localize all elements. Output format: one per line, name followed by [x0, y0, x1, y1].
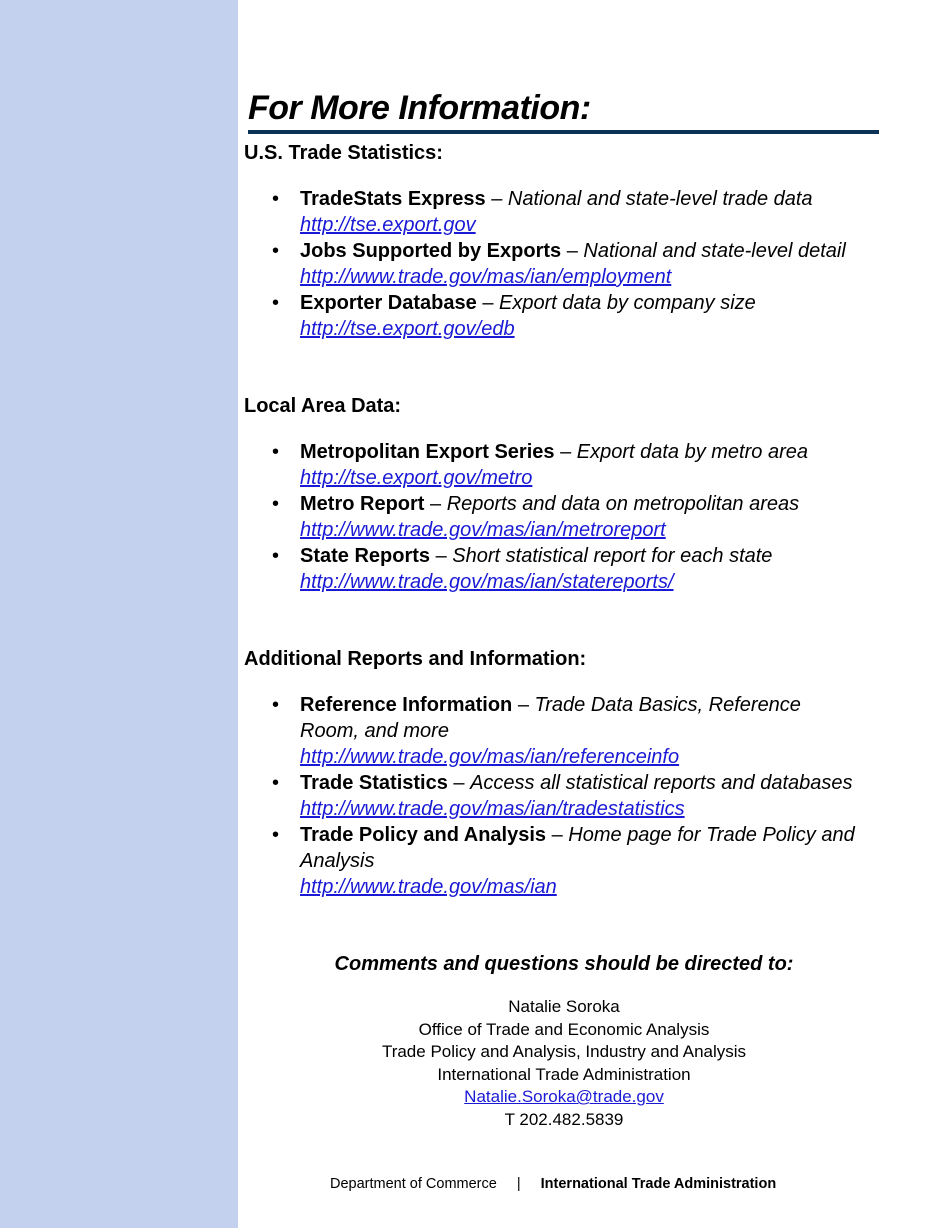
comments-heading: Comments and questions should be directed to:: [334, 953, 794, 975]
item-name: Metropolitan Export Series: [300, 441, 555, 463]
item-name: Trade Policy and Analysis: [300, 824, 547, 846]
exporter-database-link[interactable]: http://tse.export.gov/edb: [300, 318, 515, 340]
item-name: Jobs Supported by Exports: [300, 240, 562, 262]
bullet: •: [272, 545, 280, 567]
dash-separator: –: [560, 441, 577, 463]
list-item: [244, 491, 860, 543]
bullet: •: [272, 292, 280, 314]
dash-separator: –: [517, 694, 535, 716]
list-item: [244, 822, 860, 900]
bullet: •: [272, 493, 280, 515]
item-name: Exporter Database: [300, 292, 477, 314]
section-additional-reports: [244, 646, 884, 898]
item-description: Export data by company size: [499, 292, 756, 314]
item-description: Export data by metro area: [576, 441, 808, 463]
item-list: [244, 186, 860, 342]
contact-phone: T 202.482.5839: [504, 1109, 624, 1129]
contact-unit: Trade Policy and Analysis, Industry and Analysis: [381, 1042, 747, 1061]
contact-name: Natalie Soroka: [508, 997, 620, 1016]
section-heading: U.S. Trade Statistics:: [244, 142, 443, 164]
bullet: •: [272, 824, 280, 846]
dash-separator: –: [435, 545, 453, 567]
item-description: Reports and data on metropolitan areas: [446, 493, 800, 515]
list-item: [244, 290, 860, 342]
dash-separator: –: [566, 240, 584, 262]
item-description: Access all statistical reports and databases: [470, 772, 853, 794]
trade-statistics-link[interactable]: http://www.trade.gov/mas/ian/tradestatistics: [300, 798, 685, 820]
item-name: State Reports: [300, 545, 431, 567]
list-item: [244, 186, 860, 238]
dash-separator: –: [453, 772, 471, 794]
section-local-area-data: [244, 393, 884, 593]
reference-information-link[interactable]: http://www.trade.gov/mas/ian/referenceinfo: [300, 746, 680, 768]
item-name: Metro Report: [300, 493, 425, 515]
sidebar-band: [0, 0, 238, 1228]
item-description: National and state-level detail: [583, 240, 846, 262]
item-description: Trade Data Basics, Reference Room, and more: [300, 694, 801, 742]
footer-divider: |: [516, 1176, 521, 1192]
page-footer: [330, 1174, 776, 1194]
metro-report-link[interactable]: http://www.trade.gov/mas/ian/metroreport: [300, 519, 666, 541]
section-heading: Additional Reports and Information:: [244, 648, 587, 670]
trade-policy-analysis-link[interactable]: http://www.trade.gov/mas/ian: [300, 876, 557, 898]
bullet: •: [272, 188, 280, 210]
item-name: TradeStats Express: [300, 188, 486, 210]
item-list: [244, 692, 860, 900]
list-item: [244, 543, 860, 595]
bullet: •: [272, 441, 280, 463]
item-name: Reference Information: [300, 694, 513, 716]
bullet: •: [272, 240, 280, 262]
section-heading: Local Area Data:: [244, 395, 402, 417]
jobs-supported-link[interactable]: http://www.trade.gov/mas/ian/employment: [300, 266, 672, 288]
tradestats-express-link[interactable]: http://tse.export.gov: [300, 214, 476, 236]
contact-details: [244, 996, 884, 1131]
bullet: •: [272, 694, 280, 716]
bullet: •: [272, 772, 280, 794]
metro-export-series-link[interactable]: http://tse.export.gov/metro: [300, 467, 533, 489]
dash-separator: –: [482, 292, 499, 314]
list-item: [244, 238, 860, 290]
footer-department: Department of Commerce: [330, 1176, 497, 1192]
item-name: Trade Statistics: [300, 772, 448, 794]
list-item: [244, 439, 860, 491]
list-item: [244, 770, 860, 822]
state-reports-link[interactable]: http://www.trade.gov/mas/ian/statereports/: [300, 571, 674, 593]
page-title: For More Information:: [248, 86, 879, 134]
footer-agency: International Trade Administration: [540, 1176, 777, 1192]
dash-separator: –: [551, 824, 569, 846]
dash-separator: –: [491, 188, 508, 210]
section-us-trade-statistics: [244, 140, 884, 340]
list-item: [244, 692, 860, 770]
item-description: Short statistical report for each state: [452, 545, 773, 567]
item-description: National and state-level trade data: [507, 188, 813, 210]
item-list: [244, 439, 860, 595]
dash-separator: –: [430, 493, 447, 515]
contact-agency: International Trade Administration: [437, 1064, 691, 1084]
item-description: Home page for Trade Policy and Analysis: [300, 824, 855, 872]
contact-office: Office of Trade and Economic Analysis: [418, 1019, 710, 1039]
contact-email-link[interactable]: Natalie.Soroka@trade.gov: [464, 1087, 664, 1106]
contact-block: [244, 950, 884, 1131]
